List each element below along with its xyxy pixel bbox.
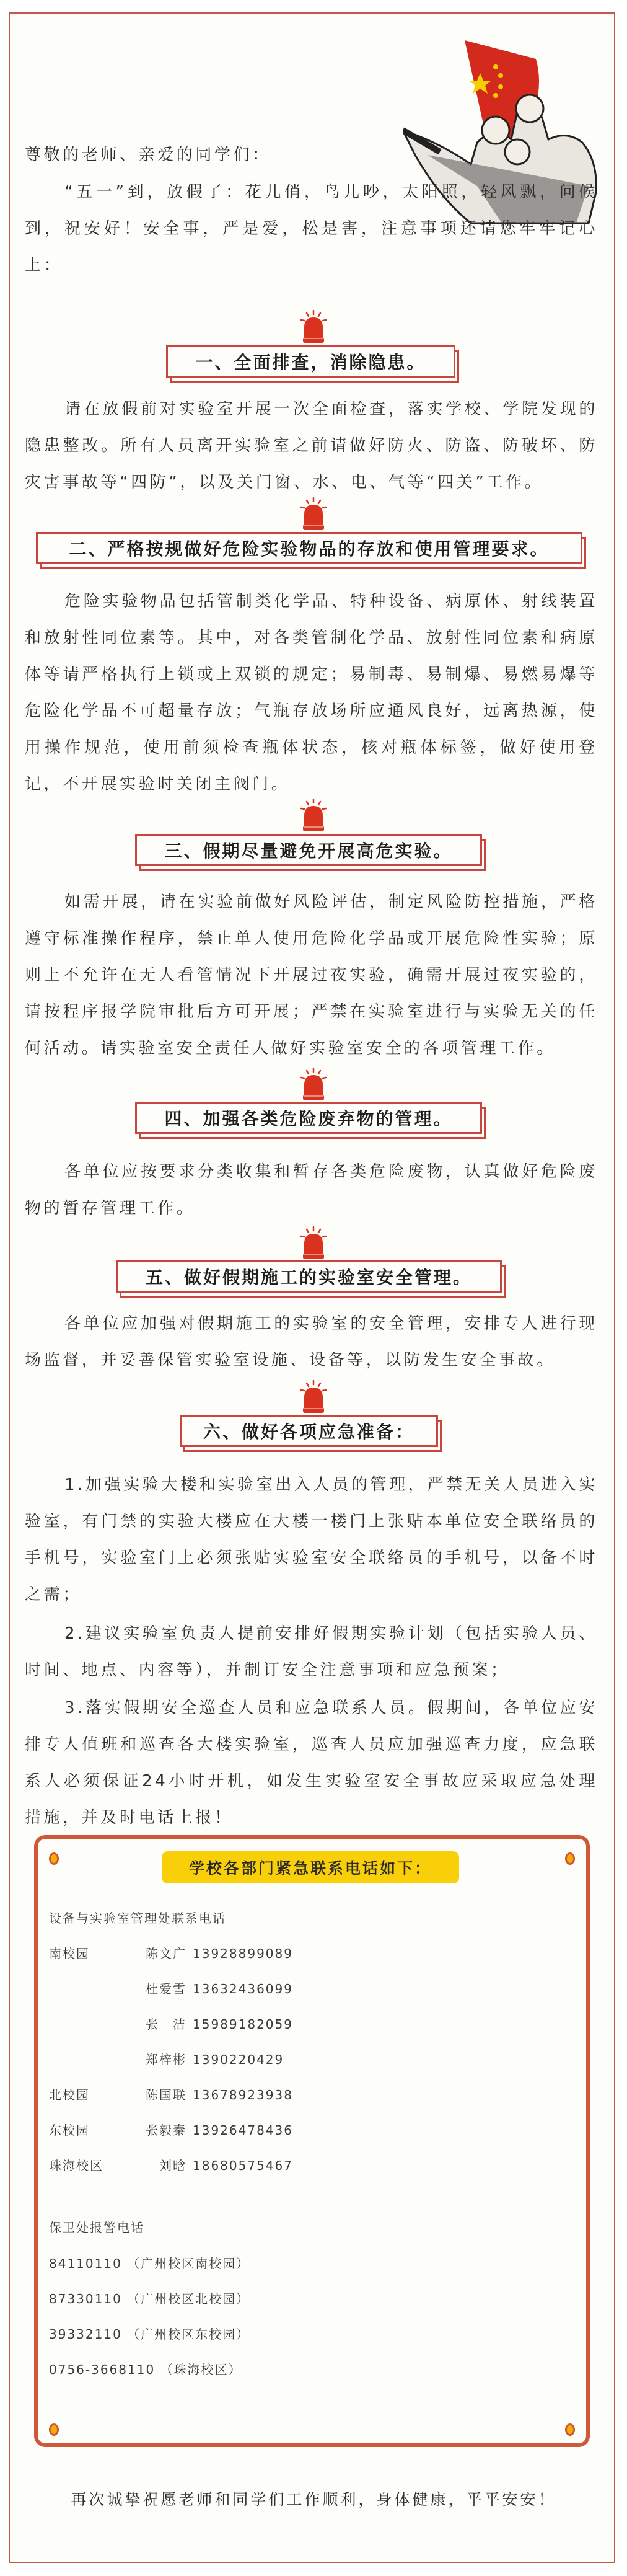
section-title: 四、加强各类危险废弃物的管理。 (135, 1102, 482, 1134)
section-paragraph: 如需开展，请在实验前做好风险评估，制定风险防控措施，严格遵守标准操作程序，禁止单人使用危险化学品或开展危险性实验；原则上不允许在无人看管情况下开展过夜实验，确需开展过夜实验的，请按程序报学院审批后方可开展；严禁在实验室进行与实验无关的任何活动。请实验室安全责任人做好实验室安全的各项管理工作。 (25, 893, 598, 1058)
contact-name: 杜爱雪 (146, 1981, 186, 1996)
corner-dot (49, 2423, 59, 2436)
section-header-5 (116, 1260, 502, 1293)
contact-row (49, 2050, 284, 2069)
emergency-contacts-box (34, 1835, 590, 2447)
section-header-2 (36, 532, 582, 564)
greeting: 尊敬的老师、亲爱的同学们： (25, 146, 271, 164)
list-item-3: 3.落实假期安全巡查人员和应急联系人员。假期间，各单位应安排专人值班和巡查各大楼实验室，巡查人员应加强巡查力度，应急联系人必须保证24小时开机，如发生实验室安全事故应采取应急处理措施，并及时电话上报！ (25, 1699, 598, 1827)
list-item-1: 1.加强实验大楼和实验室出入人员的管理，严禁无关人员进入实验室，有门禁的实验大楼应在大楼一楼门上张贴本单位安全联络员的手机号，实验室门上必须张贴实验室安全联络员的手机号，以备不时之需； (25, 1476, 598, 1604)
dept-heading: 设备与实验室管理处联系电话 (49, 1911, 226, 1926)
security-row (49, 2254, 250, 2273)
section-paragraph: 各单位应按要求分类收集和暂存各类危险废物，认真做好危险废物的暂存管理工作。 (25, 1162, 598, 1218)
contact-name: 张毅秦 (146, 2123, 186, 2138)
security-label: （广州校区东校园） (127, 2327, 250, 2342)
contact-name: 陈文广 (146, 1946, 186, 1961)
security-phone[interactable]: 0756-3668110 (49, 2362, 156, 2377)
contact-name: 郑梓彬 (146, 2052, 186, 2067)
contact-row (49, 2086, 293, 2104)
section-header-4 (135, 1102, 482, 1134)
security-phone[interactable]: 39332110 (49, 2327, 122, 2342)
contact-name: 陈国联 (146, 2087, 186, 2102)
section-title: 三、假期尽量避免开展高危实验。 (135, 834, 482, 866)
list-item-2: 2.建议实验室负责人提前安排好假期实验计划（包括实验人员、时间、地点、内容等），并制订安全注意事项和应急预案； (25, 1624, 598, 1680)
security-row (49, 2360, 242, 2379)
corner-dot (49, 1852, 59, 1865)
campus: 珠海校区 (49, 2158, 103, 2173)
contact-phone[interactable]: 13678923938 (193, 2087, 293, 2102)
siren-icon (298, 1380, 329, 1414)
contact-row (49, 2156, 293, 2175)
contact-name: 刘晗 (159, 2158, 186, 2173)
section-title: 五、做好假期施工的实验室安全管理。 (116, 1260, 502, 1293)
closing-wishes: 再次诚挚祝愿老师和同学们工作顺利，身体健康，平平安安！ (71, 2490, 556, 2508)
security-phone[interactable]: 84110110 (49, 2256, 122, 2271)
corner-dot (565, 1852, 575, 1865)
section-title: 二、严格按规做好危险实验物品的存放和使用管理要求。 (36, 532, 582, 564)
siren-icon (298, 1226, 329, 1260)
contact-phone[interactable]: 13928899089 (193, 1946, 293, 1961)
security-row (49, 2325, 250, 2344)
security-phone[interactable]: 87330110 (49, 2291, 122, 2306)
campus: 北校园 (49, 2087, 90, 2102)
contact-row (49, 2121, 293, 2140)
corner-dot (565, 2423, 575, 2436)
security-heading: 保卫处报警电话 (49, 2220, 144, 2235)
security-row (49, 2290, 250, 2308)
security-label: （广州校区南校园） (127, 2256, 250, 2271)
section-header-1 (166, 345, 455, 378)
contact-name: 张 洁 (146, 2017, 186, 2032)
siren-icon (298, 497, 329, 531)
contact-row (49, 2015, 293, 2034)
section-header-3 (135, 834, 482, 866)
intro-paragraph: “五一”到，放假了：花儿俏，鸟儿吵，太阳照，轻风飘，问候到，祝安好！安全事，严是爱，松是害，注意事项还请您牢牢记心上： (25, 183, 598, 275)
contact-row (49, 1980, 293, 1998)
contact-phone[interactable]: 13632436099 (193, 1981, 293, 1996)
siren-icon (298, 1068, 329, 1102)
section-paragraph: 危险实验物品包括管制类化学品、特种设备、病原体、射线装置和放射性同位素等。其中，对各类管制化学品、放射性同位素和病原体等请严格执行上锁或上双锁的规定；易制毒、易制爆、易燃易爆等危险化学品不可超量存放；气瓶存放场所应通风良好，远离热源，使用操作规范，使用前须检查瓶体状态，核对瓶体标签，做好使用登记，不开展实验时关闭主阀门。 (25, 592, 598, 794)
section-title: 一、全面排查，消除隐患。 (166, 345, 455, 378)
section-title: 六、做好各项应急准备： (180, 1415, 438, 1447)
security-label: （广州校区北校园） (127, 2291, 250, 2306)
contact-row (49, 1944, 293, 1963)
section-paragraph: 请在放假前对实验室开展一次全面检查，落实学校、学院发现的隐患整改。所有人员离开实验室之前请做好防火、防盗、防破坏、防灾害事故等“四防”，以及关门窗、水、电、气等“四关”工作。 (25, 400, 598, 492)
section-paragraph: 各单位应加强对假期施工的实验室的安全管理，安排专人进行现场监督，并妥善保管实验室设施、设备等，以防发生安全事故。 (25, 1314, 598, 1370)
security-label: （珠海校区） (160, 2362, 242, 2377)
siren-icon (298, 310, 329, 344)
contact-phone[interactable]: 18680575467 (193, 2158, 293, 2173)
section-header-6 (180, 1415, 438, 1447)
contact-phone[interactable]: 15989182059 (193, 2017, 293, 2032)
campus: 东校园 (49, 2123, 90, 2138)
siren-icon (298, 799, 329, 833)
campus: 南校园 (49, 1946, 90, 1961)
contacts-title: 学校各部门紧急联系电话如下： (162, 1851, 459, 1883)
contact-phone[interactable]: 13926478436 (193, 2123, 293, 2138)
contact-phone[interactable]: 1390220429 (193, 2052, 284, 2067)
